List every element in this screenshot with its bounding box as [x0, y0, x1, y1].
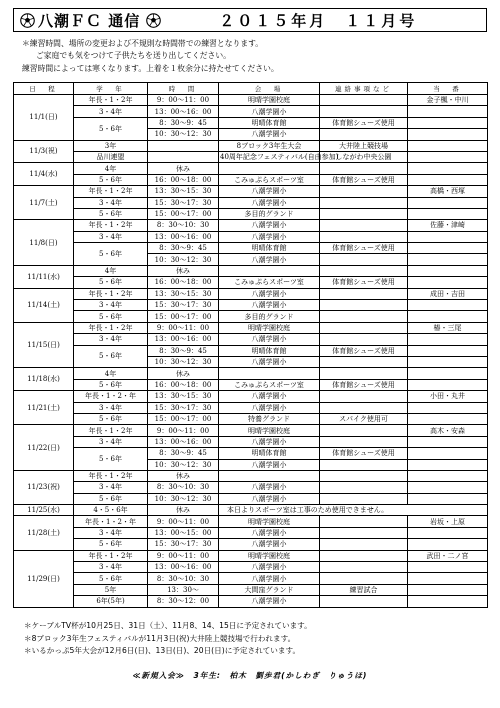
venue-cell: 明晴体育館: [219, 243, 320, 254]
note-cell: [320, 356, 408, 367]
note-cell: [320, 573, 408, 584]
header-duty: 当 番: [408, 83, 488, 95]
time-cell: 13：30～: [148, 584, 219, 595]
note-cell: [320, 527, 408, 538]
note-cell: [320, 254, 408, 265]
duty-cell: [408, 163, 488, 174]
venue-cell: 八潮学園小: [219, 197, 320, 208]
time-cell: 13：00～15：00: [148, 527, 219, 538]
time-cell: 9：00～11：00: [148, 516, 219, 527]
time-cell: 9：00～11：00: [148, 550, 219, 561]
time-cell: 13：00～16：00: [148, 562, 219, 573]
note-cell: [320, 129, 408, 140]
venue-cell: 明晴学園校庭: [219, 425, 320, 436]
note-cell: [320, 231, 408, 242]
time-cell: 13：30～15：30: [148, 288, 219, 299]
venue-cell: 明晴体育館: [219, 345, 320, 356]
note-cell: [320, 368, 408, 379]
grade-cell: 5・6年: [74, 345, 148, 368]
note-cell: [320, 163, 408, 174]
issue-date: ２０１５年月 １１月号: [219, 11, 418, 30]
duty-cell: [408, 402, 488, 413]
time-cell: 8：30～9：45: [148, 243, 219, 254]
table-row: [14, 265, 488, 276]
grade-cell: 3・4年: [74, 482, 148, 493]
grade-cell: 5・6年: [74, 117, 148, 140]
note-cell: [320, 300, 408, 311]
time-cell: 15：30～17：30: [148, 539, 219, 550]
grade-cell: 4年: [74, 163, 148, 174]
venue-cell: 40周年記念フェスティバル(自由参加): [220, 153, 339, 162]
venue-cell: 八潮学園小: [219, 436, 320, 447]
time-cell: 16：00～18：00: [148, 174, 219, 185]
table-row: [14, 539, 488, 550]
time-cell: 休み: [148, 470, 219, 481]
note-line: ＊練習時間、場所の変更および不規則な時間帯での練習となります。: [22, 39, 264, 48]
note-cell: [320, 106, 408, 117]
grade-cell: 5・6年: [74, 311, 148, 322]
venue-cell: 八潮学園小: [219, 334, 320, 345]
grade-cell: 年長・1・2年: [74, 322, 148, 333]
note-cell: [320, 436, 408, 447]
grade-cell: 年長・1・2・年: [74, 391, 148, 402]
grade-cell: 年長・1・2年: [74, 186, 148, 197]
table-row: [14, 562, 488, 573]
time-cell: 8：30～10：30: [148, 220, 219, 231]
grade-cell: 3・4年: [74, 334, 148, 345]
grade-cell: 年長・1・2年: [74, 425, 148, 436]
grade-cell: 3・4年: [74, 106, 148, 117]
table-row: [14, 550, 488, 561]
footer-notes: [24, 620, 312, 658]
duty-cell: [408, 345, 488, 356]
duty-cell: [408, 379, 488, 390]
venue-cell: 八潮学園小: [219, 539, 320, 550]
grade-cell: 5・6年: [74, 539, 148, 550]
duty-cell: [408, 459, 488, 470]
soccer-ball-icon: [146, 13, 161, 28]
time-cell: 10：30～12：30: [148, 459, 219, 470]
duty-cell: [408, 539, 488, 550]
table-row: [14, 334, 488, 345]
table-row: [14, 596, 488, 607]
venue-cell: 八潮学園小: [219, 596, 320, 607]
grade-cell: 4年: [74, 368, 148, 379]
time-cell: 15：30～17：30: [148, 300, 219, 311]
date-cell: 11/7(土): [14, 186, 74, 220]
venue-cell: 明晴学園校庭: [219, 550, 320, 561]
table-row: [14, 106, 488, 117]
grade-cell: 4・5・6年: [74, 505, 148, 516]
duty-cell: [408, 174, 488, 185]
note-cell: [320, 186, 408, 197]
header-venue: 会 場: [219, 83, 320, 95]
time-cell: 10：30～12：30: [148, 129, 219, 140]
table-row: [14, 174, 488, 185]
grade-cell: 5年: [74, 584, 148, 595]
duty-cell: [408, 106, 488, 117]
venue-cell: [219, 368, 320, 379]
time-cell: 15：30～17：30: [148, 197, 219, 208]
header-time: 時 間: [148, 83, 219, 95]
soccer-ball-icon: [20, 13, 35, 28]
duty-cell: 高橋・西塚: [408, 186, 488, 197]
table-header-row: [14, 83, 488, 95]
time-cell: 13：30～15：30: [148, 186, 219, 197]
duty-cell: [408, 448, 488, 459]
table-row: [14, 220, 488, 231]
table-row: [14, 151, 488, 162]
practice-notes: [22, 38, 279, 75]
grade-cell: 3・4年: [74, 197, 148, 208]
duty-cell: [408, 493, 488, 504]
time-cell: 13：00～16：00: [148, 334, 219, 345]
venue-cell: こみゅぷらスポーツ室: [219, 379, 320, 390]
note-cell: [320, 311, 408, 322]
note-cell: [320, 402, 408, 413]
note-cell: 練習試合: [320, 584, 408, 595]
table-row: [14, 345, 488, 356]
table-row: [14, 288, 488, 299]
duty-cell: [408, 470, 488, 481]
duty-cell: [408, 231, 488, 242]
grade-cell: 3・4年: [74, 527, 148, 538]
duty-cell: 高木・安森: [408, 425, 488, 436]
duty-cell: 金子楓・中川: [408, 95, 488, 106]
date-cell: 11/11(水): [14, 265, 74, 288]
grade-cell: 年長・1・2年: [74, 550, 148, 561]
duty-cell: [408, 277, 488, 288]
grade-cell: 5・6年: [74, 243, 148, 266]
header-notes: 連絡事項など: [320, 83, 408, 95]
table-row: [14, 402, 488, 413]
time-cell: 8：30～10：30: [148, 573, 219, 584]
grade-cell: 6年(5年): [74, 596, 148, 607]
note-cell: [320, 562, 408, 573]
venue-cell: 多目的グランド: [219, 208, 320, 219]
venue-cell: 八潮学園小: [219, 562, 320, 573]
venue-cell: 八潮学園小: [219, 356, 320, 367]
table-row: [14, 436, 488, 447]
venue-cell: 八潮学園小: [219, 391, 320, 402]
table-row: [14, 243, 488, 254]
table-row: [14, 573, 488, 584]
date-cell: 11/18(水): [14, 368, 74, 391]
time-cell: 8：30～9：45: [148, 448, 219, 459]
note-cell: スパイク使用可: [320, 413, 408, 424]
schedule-table: [13, 82, 488, 608]
date-cell: 11/14(土): [14, 288, 74, 322]
time-cell: 休み: [148, 505, 219, 516]
time-cell: 15：00～17：00: [148, 413, 219, 424]
grade-cell: 年長・1・2年: [74, 470, 148, 481]
note-cell: 体育館シューズ使用: [320, 277, 408, 288]
date-cell: 11/22(日): [14, 425, 74, 471]
duty-cell: [408, 436, 488, 447]
venue-cell: [219, 265, 320, 276]
duty-cell: [408, 265, 488, 276]
duty-cell: [408, 596, 488, 607]
duty-cell: 佐藤・津崎: [408, 220, 488, 231]
time-cell: 13：00～16：00: [148, 231, 219, 242]
venue-cell: 明晴学園校庭: [219, 95, 320, 106]
time-cell: 16：00～18：00: [148, 277, 219, 288]
note-cell: [320, 493, 408, 504]
duty-cell: [408, 151, 488, 162]
time-cell: 15：30～17：30: [148, 402, 219, 413]
note-cell: [320, 470, 408, 481]
table-row: [14, 527, 488, 538]
table-row: [14, 516, 488, 527]
time-cell: 8：30～9：45: [148, 345, 219, 356]
note-cell: [320, 288, 408, 299]
grade-cell: 5・6年: [74, 493, 148, 504]
table-row: [14, 311, 488, 322]
grade-cell: 3・4年: [74, 231, 148, 242]
note-line: 練習時間によっては寒くなります。上着を１枚余分に持たせてください。: [22, 63, 279, 73]
note-cell: [320, 425, 408, 436]
grade-cell: 5・6年: [74, 413, 148, 424]
note-cell: [320, 516, 408, 527]
footer-line: ＊8ブロック3年生フェスティバルが11月3日(祝)大井陸上競技場で行われます。: [24, 633, 296, 643]
note-cell: 体育館シューズ使用: [320, 379, 408, 390]
duty-cell: [408, 208, 488, 219]
duty-cell: 椿・三尾: [408, 322, 488, 333]
table-row: [14, 493, 488, 504]
grade-cell: 3・4年: [74, 436, 148, 447]
note-cell: [320, 334, 408, 345]
venue-cell: 明晴学園校庭: [219, 516, 320, 527]
duty-cell: [408, 243, 488, 254]
venue-cell: 八潮学園小: [219, 573, 320, 584]
duty-cell: [408, 117, 488, 128]
table-row: [14, 482, 488, 493]
table-row: [14, 470, 488, 481]
venue-cell: 八潮学園小: [219, 402, 320, 413]
table-row: [14, 448, 488, 459]
duty-cell: [408, 129, 488, 140]
date-cell: 11/1(日): [14, 95, 74, 141]
duty-cell: [408, 356, 488, 367]
grade-cell: 3・4年: [74, 300, 148, 311]
venue-cell: 本日よりスポーツ室は工事のため使用できません。: [219, 505, 488, 516]
table-row: [14, 425, 488, 436]
time-cell: 15：00～17：00: [148, 208, 219, 219]
newsletter-header: [13, 8, 487, 32]
venue-cell: 八潮学園小: [219, 288, 320, 299]
note-cell: [320, 482, 408, 493]
footer-line: ＊ケーブルTV杯が10月25日、31日（土）、11月8、14、15日に予定されています。: [24, 621, 312, 630]
table-row: [14, 277, 488, 288]
time-cell: 8：30～9：45: [148, 117, 219, 128]
venue-cell: 八潮学園小: [219, 493, 320, 504]
date-cell: 11/23(祝): [14, 470, 74, 504]
duty-cell: [408, 254, 488, 265]
note-cell: 体育館シューズ使用: [320, 448, 408, 459]
grade-cell: 年長・1・2年: [74, 95, 148, 106]
venue-cell: 明晴体育館: [219, 448, 320, 459]
duty-cell: [408, 197, 488, 208]
note-cell: 体育館シューズ使用: [320, 345, 408, 356]
note-cell: [320, 265, 408, 276]
new-member-notice: ≪新規入会≫ 3年生: 柏木 劉歩君(かしわぎ りゅうほ): [132, 671, 368, 680]
grade-cell: 年長・1・2年: [74, 220, 148, 231]
grade-cell: 品川連盟: [74, 151, 148, 162]
note-cell: [320, 391, 408, 402]
duty-cell: [408, 140, 488, 151]
note-cell: 体育館シューズ使用: [320, 243, 408, 254]
note-line: ご家庭でも気をつけて子供たちを送り出してください。: [36, 51, 231, 61]
venue-cell: こみゅぷらスポーツ室: [219, 174, 320, 185]
duty-cell: 小田・丸井: [408, 391, 488, 402]
date-cell: 11/15(日): [14, 322, 74, 368]
time-cell: 8：30～10：30: [148, 482, 219, 493]
note-cell: [320, 539, 408, 550]
time-cell: 9：00～11：00: [148, 322, 219, 333]
grade-cell: 5・6年: [74, 208, 148, 219]
newsletter-title: 八潮ＦＣ 通信: [38, 11, 141, 30]
time-cell: 10：30～12：30: [148, 254, 219, 265]
note-cell: 大井陸上競技場: [320, 140, 408, 151]
time-cell: [148, 140, 219, 151]
venue-cell: 八潮学園小: [219, 459, 320, 470]
time-cell: 15：00～17：00: [148, 311, 219, 322]
table-row: [14, 368, 488, 379]
time-cell: 13：30～15：30: [148, 391, 219, 402]
venue-cell: 明晴学園校庭: [219, 322, 320, 333]
time-cell: 休み: [148, 163, 219, 174]
date-cell: 11/28(土): [14, 516, 74, 550]
table-row: [14, 505, 488, 516]
table-row: [14, 163, 488, 174]
duty-cell: [408, 334, 488, 345]
table-row: [14, 391, 488, 402]
duty-cell: [408, 368, 488, 379]
time-cell: 13：00～16：00: [148, 106, 219, 117]
venue-cell: 八潮学園小: [219, 220, 320, 231]
grade-cell: 5・6年: [74, 277, 148, 288]
time-cell: 13：00～16：00: [148, 436, 219, 447]
date-cell: 11/25(水): [14, 505, 74, 516]
date-cell: 11/29(日): [14, 550, 74, 607]
grade-cell: 5・6年: [74, 448, 148, 471]
table-row: [14, 584, 488, 595]
venue-cell: 大間窪グランド: [219, 584, 320, 595]
venue-cell: 多目的グランド: [219, 311, 320, 322]
duty-cell: [408, 584, 488, 595]
note-cell: [320, 220, 408, 231]
time-cell: 9：00～11：00: [148, 425, 219, 436]
date-cell: 11/8(日): [14, 220, 74, 266]
note-cell: [320, 550, 408, 561]
time-cell: 休み: [148, 368, 219, 379]
table-row: [14, 95, 488, 106]
footer-line: ＊いるかっぷ5年大会が12月6日(日)、13日(日)、20日(日)に予定されています。: [24, 646, 301, 655]
table-row: [14, 140, 488, 151]
time-cell: 8：30～12：00: [148, 596, 219, 607]
note-cell: [320, 208, 408, 219]
note-cell: [320, 95, 408, 106]
duty-cell: [408, 573, 488, 584]
venue-cell: 八潮学園小: [219, 482, 320, 493]
venue-cell: 八潮学園小: [219, 186, 320, 197]
note-cell: 体育館シューズ使用: [320, 117, 408, 128]
grade-cell: 5・6年: [74, 573, 148, 584]
table-row: [14, 300, 488, 311]
note-cell: [320, 596, 408, 607]
table-row: [14, 117, 488, 128]
time-cell: 休み: [148, 265, 219, 276]
duty-cell: 武田・二ノ宮: [408, 550, 488, 561]
table-row: [14, 231, 488, 242]
grade-cell: 4年: [74, 265, 148, 276]
duty-cell: 成田・吉田: [408, 288, 488, 299]
date-cell: 11/3(祝): [14, 140, 74, 163]
time-cell: 10：30～12：30: [148, 493, 219, 504]
venue-cell: 八潮学園小: [219, 129, 320, 140]
grade-cell: 年長・1・2年: [74, 288, 148, 299]
duty-cell: [408, 527, 488, 538]
venue-cell: 特養グランド: [219, 413, 320, 424]
note-cell: 体育館シューズ使用: [320, 174, 408, 185]
grade-cell: 3・4年: [74, 562, 148, 573]
note-cell: [320, 322, 408, 333]
duty-cell: [408, 300, 488, 311]
duty-cell: [408, 562, 488, 573]
venue-cell: 八潮学園小: [219, 231, 320, 242]
venue-cell: 八潮学園小: [219, 527, 320, 538]
date-cell: 11/21(土): [14, 391, 74, 425]
venue-cell: 八潮学園小: [219, 106, 320, 117]
venue-cell: こみゅぷらスポーツ室: [219, 277, 320, 288]
grade-cell: 年長・1・2・年: [74, 516, 148, 527]
venue-cell: [219, 163, 320, 174]
grade-cell: 5・6年: [74, 379, 148, 390]
table-row: [14, 379, 488, 390]
venue-cell: [219, 470, 320, 481]
table-row: [14, 208, 488, 219]
grade-cell: 3・4年: [74, 402, 148, 413]
duty-cell: [408, 482, 488, 493]
venue-cell: 八潮学園小: [219, 300, 320, 311]
time-cell: 10：30～12：30: [148, 356, 219, 367]
table-row: [14, 322, 488, 333]
duty-cell: [408, 311, 488, 322]
time-cell: [148, 151, 219, 162]
duty-cell: [408, 413, 488, 424]
duty-cell: 岩坂・上原: [408, 516, 488, 527]
table-row: [14, 413, 488, 424]
header-grade: 学 年: [74, 83, 148, 95]
venue-cell: 八潮学園小: [219, 254, 320, 265]
time-cell: 16：00～18：00: [148, 379, 219, 390]
date-cell: 11/4(水): [14, 163, 74, 186]
note-cell: [320, 459, 408, 470]
note-cell: [320, 197, 408, 208]
note-cell: しながわ中央公園: [320, 151, 408, 162]
table-row: [14, 186, 488, 197]
venue-cell: 明晴体育館: [219, 117, 320, 128]
time-cell: 9：00～11：00: [148, 95, 219, 106]
grade-cell: 3年: [74, 140, 148, 151]
venue-cell: 8ブロック3年生大会: [219, 140, 320, 151]
grade-cell: 5・6年: [74, 174, 148, 185]
header-date: 日 程: [14, 83, 74, 95]
table-row: [14, 197, 488, 208]
